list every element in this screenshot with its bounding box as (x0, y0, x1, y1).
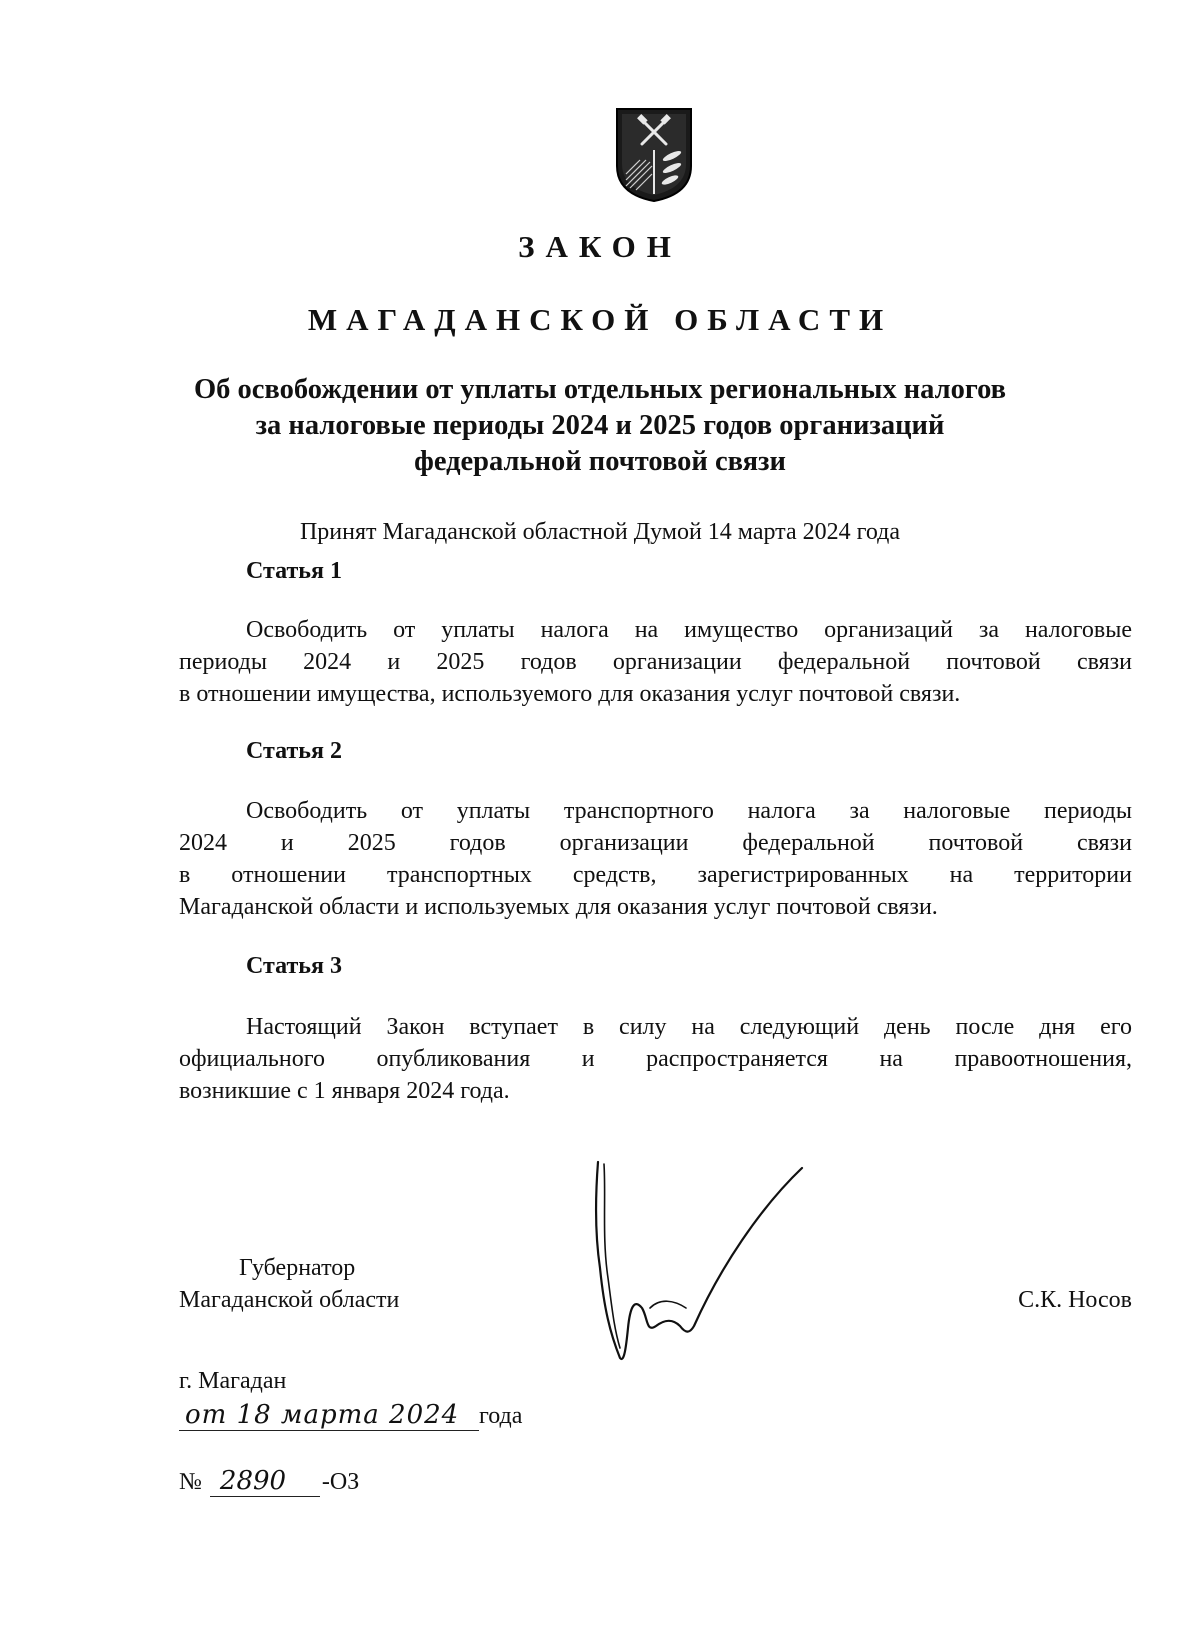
text-line: в отношении имущества, используемого для оказания услуг почтовой связи. (179, 681, 961, 707)
article-text (179, 1011, 1132, 1107)
article-heading: Статья 2 (246, 738, 342, 764)
text-line: периоды 2024 и 2025 годов организации федеральной почтовой связи (179, 649, 1132, 675)
article-text (179, 614, 1132, 710)
date-line (179, 1400, 522, 1432)
adoption-statement: Принят Магаданской областной Думой 14 марта 2024 года (299, 519, 901, 545)
text-line: Магаданской области и используемых для оказания услуг почтовой связи. (179, 894, 938, 920)
number-sign: № (179, 1469, 202, 1495)
subject-line: за налоговые периоды 2024 и 2025 годов организаций (255, 410, 945, 441)
law-title: ЗАКОН (518, 229, 682, 264)
law-number-line (179, 1466, 359, 1498)
signatory-title (179, 1252, 399, 1316)
article-heading: Статья 3 (246, 953, 342, 979)
text-line: официального опубликования и распространяется на правоотношения, (179, 1046, 1132, 1072)
law-subject (0, 372, 1200, 480)
subject-line: Об освобождении от уплаты отдельных региональных налогов (193, 374, 1007, 405)
handwritten-law-number: 2890 (210, 1466, 320, 1497)
text-line: в отношении транспортных средств, зарегистрированных на территории (179, 862, 1132, 888)
handwritten-date: от 18 марта 2024 (179, 1400, 479, 1431)
city-name: г. Магадан (179, 1368, 287, 1394)
text-line: Освободить от уплаты налога на имущество организаций за налоговые (246, 617, 1132, 643)
coat-of-arms-icon (614, 106, 694, 204)
signatory-title-line: Губернатор (239, 1255, 356, 1281)
article-text (179, 795, 1132, 923)
text-line: 2024 и 2025 годов организации федеральной почтовой связи (179, 830, 1132, 856)
number-suffix: -ОЗ (321, 1469, 360, 1495)
handwritten-signature (590, 1158, 840, 1366)
text-line: возникшие с 1 января 2024 года. (179, 1078, 510, 1104)
text-line: Освободить от уплаты транспортного налога за налоговые периоды (246, 798, 1132, 824)
article-heading: Статья 1 (246, 558, 342, 584)
signatory-title-line: Магаданской области (179, 1287, 400, 1313)
region-title: МАГАДАНСКОЙ ОБЛАСТИ (307, 302, 893, 337)
date-suffix: года (479, 1403, 523, 1429)
text-line: Настоящий Закон вступает в силу на следующий день после дня его (246, 1014, 1132, 1040)
subject-line: федеральной почтовой связи (414, 446, 786, 477)
signatory-name: С.К. Носов (1018, 1287, 1132, 1313)
